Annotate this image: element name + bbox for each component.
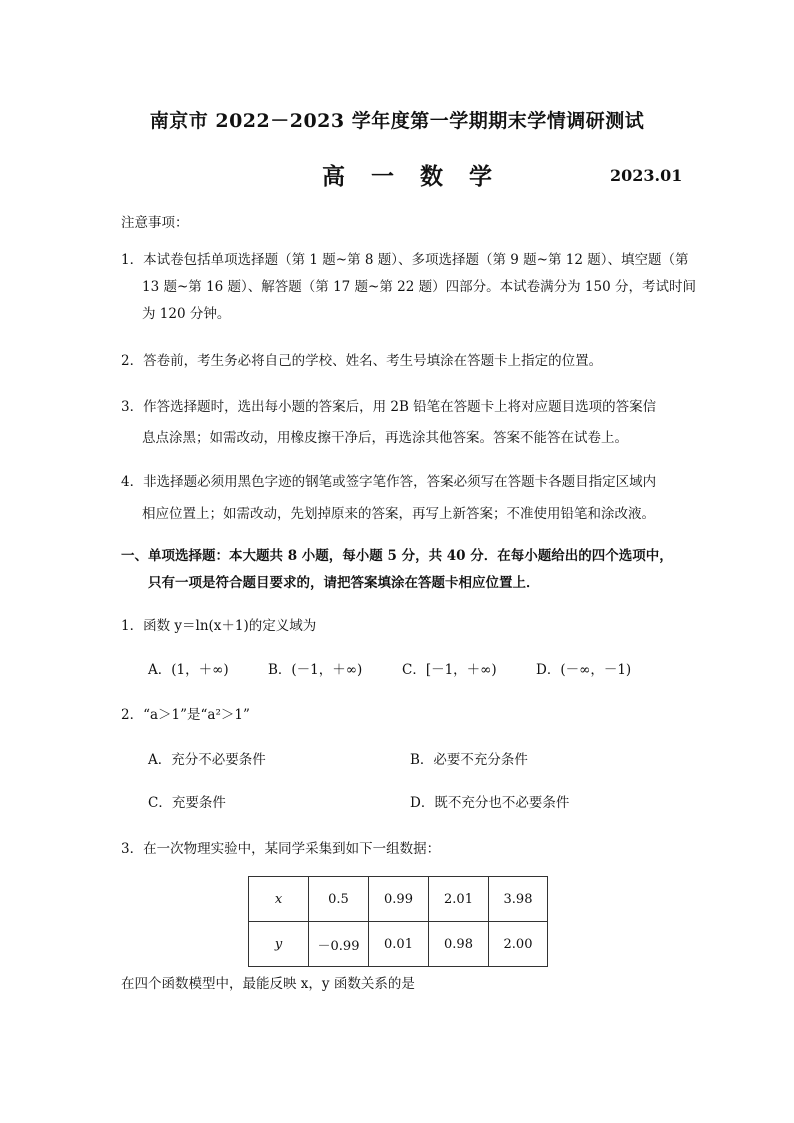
table-row	[249, 877, 548, 922]
question-2-stem: 2．“a＞1”是“a²＞1”	[121, 707, 250, 723]
notice-item-3-line-1: 3．作答选择题时，选出每小题的答案后，用 2B 铅笔在答题卡上将对应题目选项的答案信	[121, 399, 657, 415]
data-table	[248, 876, 548, 967]
question-1-option-a: A．(1，＋∞)	[148, 662, 229, 678]
notice-item-4-line-1: 4．非选择题必须用黑色字迹的钢笔或签字笔作答，答案必须写在答题卡各题目指定区域内	[121, 474, 657, 490]
question-2-option-b: B．必要不充分条件	[410, 752, 528, 768]
notice-item-2: 2．答卷前，考生务必将自己的学校、姓名、考生号填涂在答题卡上指定的位置。	[121, 353, 603, 369]
table-cell: y	[249, 922, 309, 967]
table-cell: x	[249, 877, 309, 922]
table-cell: 0.98	[429, 922, 489, 967]
notice-item-1-line-3: 为 120 分钟。	[142, 306, 231, 322]
notice-item-1-line-1: 1．本试卷包括单项选择题（第 1 题~第 8 题）、多项选择题（第 9 题~第 12 题）、填空题（第	[121, 252, 689, 268]
notice-item-3-line-2: 息点涂黑；如需改动，用橡皮擦干净后，再选涂其他答案。答案不能答在试卷上。	[142, 430, 628, 446]
question-1-option-b: B．(－1，＋∞)	[268, 662, 363, 678]
question-3-stem: 3．在一次物理实验中，某同学采集到如下一组数据：	[121, 841, 441, 857]
notice-item-4-line-2: 相应位置上；如需改动，先划掉原来的答案，再写上新答案；不准使用铅笔和涂改液。	[142, 506, 655, 522]
question-1-option-d: D．(－∞，－1)	[536, 662, 632, 678]
question-2-option-d: D．既不充分也不必要条件	[410, 795, 570, 811]
table-cell: 3.98	[489, 877, 548, 922]
table-cell: 2.01	[429, 877, 489, 922]
question-2-option-a: A．充分不必要条件	[148, 752, 266, 768]
table-cell: 0.5	[309, 877, 369, 922]
question-1-stem: 1．函数 y＝ln(x＋1)的定义域为	[121, 618, 317, 634]
notice-heading: 注意事项：	[121, 215, 189, 231]
section-1-heading-line-2: 只有一项是符合题目要求的，请把答案填涂在答题卡相应位置上．	[148, 575, 540, 591]
table-cell: 2.00	[489, 922, 548, 967]
subject-title: 高 一 数 学	[322, 163, 502, 190]
table-row	[249, 922, 548, 967]
exam-date: 2023.01	[610, 166, 683, 185]
table-cell: 0.99	[369, 877, 429, 922]
notice-item-1-line-2: 13 题~第 16 题）、解答题（第 17 题~第 22 题）四部分。本试卷满分为 150 分，考试时间	[142, 279, 696, 295]
table-cell: 0.01	[369, 922, 429, 967]
question-3-followup: 在四个函数模型中，最能反映 x，y 函数关系的是	[121, 976, 415, 992]
section-1-heading-line-1: 一、单项选择题：本大题共 8 小题，每小题 5 分，共 40 分．在每小题给出的四个选项中，	[121, 548, 673, 564]
exam-title: 南京市 2022－2023 学年度第一学期期末学情调研测试	[149, 110, 645, 132]
question-1-option-c: C．[－1，＋∞)	[402, 662, 497, 678]
question-2-option-c: C．充要条件	[148, 795, 226, 811]
table-cell: －0.99	[309, 922, 369, 967]
